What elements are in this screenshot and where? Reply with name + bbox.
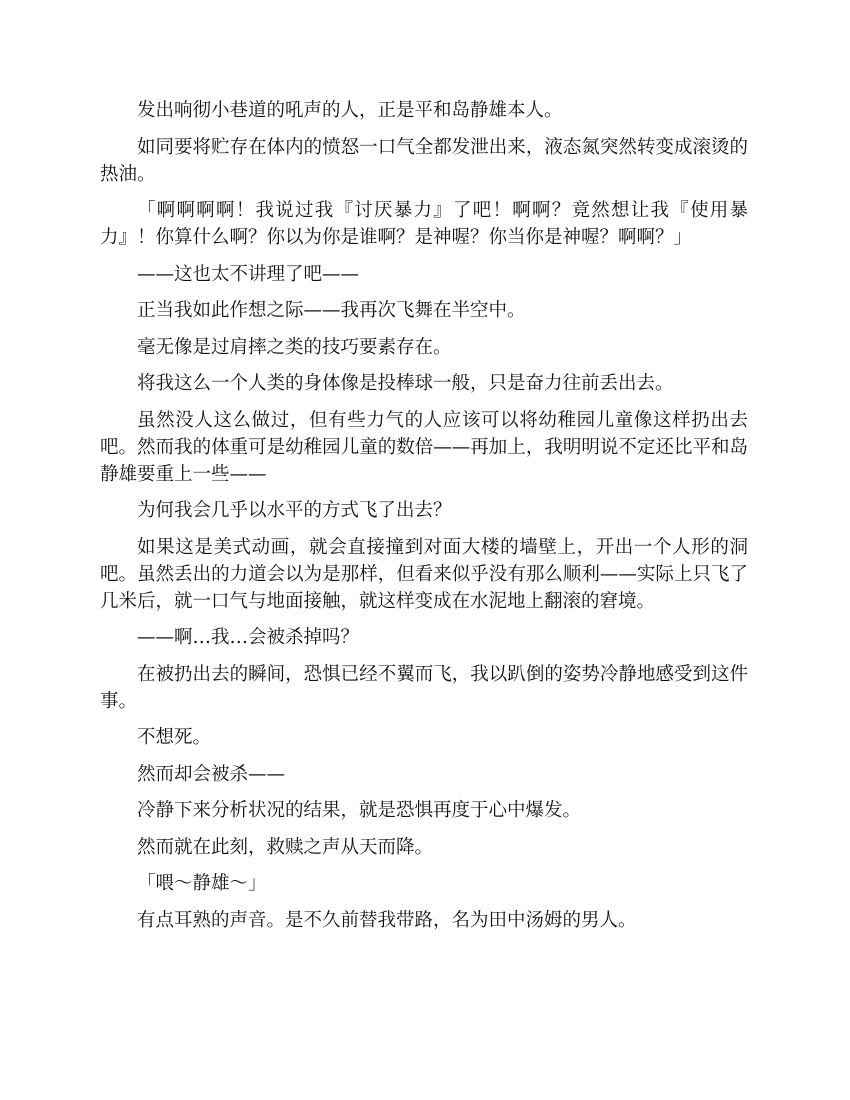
paragraph: 然而就在此刻，救赎之声从天而降。 — [137, 836, 434, 858]
paragraph: 有点耳熟的声音。是不久前替我带路，名为田中汤姆的男人。 — [137, 909, 637, 931]
paragraph: 将我这么一个人类的身体像是投棒球一般，只是奋力往前丢出去。 — [137, 373, 674, 394]
paragraph: 为何我会几乎以水平的方式飞了出去？ — [137, 500, 452, 521]
paragraph: 「喂～静雄～」 — [137, 873, 267, 894]
paragraph: 毫无像是过肩摔之类的技巧要素存在。 — [137, 336, 452, 358]
paragraph: 在被扔出去的瞬间，恐惧已经不翼而飞，我以趴倒的姿势冷静地感受到这件事。 — [100, 663, 748, 712]
paragraph: ——啊…我…会被杀掉吗？ — [137, 627, 360, 648]
paragraph: 如同要将贮存在体内的愤怒一口气全都发泄出来，液态氮突然转变成滚烫的热油。 — [100, 136, 748, 185]
paragraph: 冷静下来分析状况的结果，就是恐惧再度于心中爆发。 — [137, 800, 582, 821]
paragraph: 虽然没人这么做过，但有些力气的人应该可以将幼稚园儿童像这样扔出去吧。然而我的体重可是幼稚园儿童的数倍——再加上，我明明说不定还比平和岛静雄要重上一些—— — [100, 409, 748, 485]
paragraph: 如果这是美式动画，就会直接撞到对面大楼的墙壁上，开出一个人形的洞吧。虽然丢出的力道会以为是那样，但看来似乎没有那么顺利——实际上只飞了几米后，就一口气与地面接触，就这样变成在水泥地上翻滚的窘境。 — [100, 536, 748, 612]
paragraph: 发出响彻小巷道的吼声的人，正是平和岛静雄本人。 — [137, 100, 563, 121]
paragraph: 正当我如此作想之际——我再次飞舞在半空中。 — [137, 300, 526, 321]
paragraph: 「啊啊啊啊！我说过我『讨厌暴力』了吧！啊啊？竟然想让我『使用暴力』！你算什么啊？你以为你是谁啊？是神喔？你当你是神喔？啊啊？」 — [100, 200, 748, 248]
paragraph: ——这也太不讲理了吧—— — [137, 263, 360, 285]
body-text — [100, 97, 748, 943]
paragraph: 然而却会被杀—— — [137, 763, 286, 785]
paragraph: 不想死。 — [137, 727, 212, 748]
